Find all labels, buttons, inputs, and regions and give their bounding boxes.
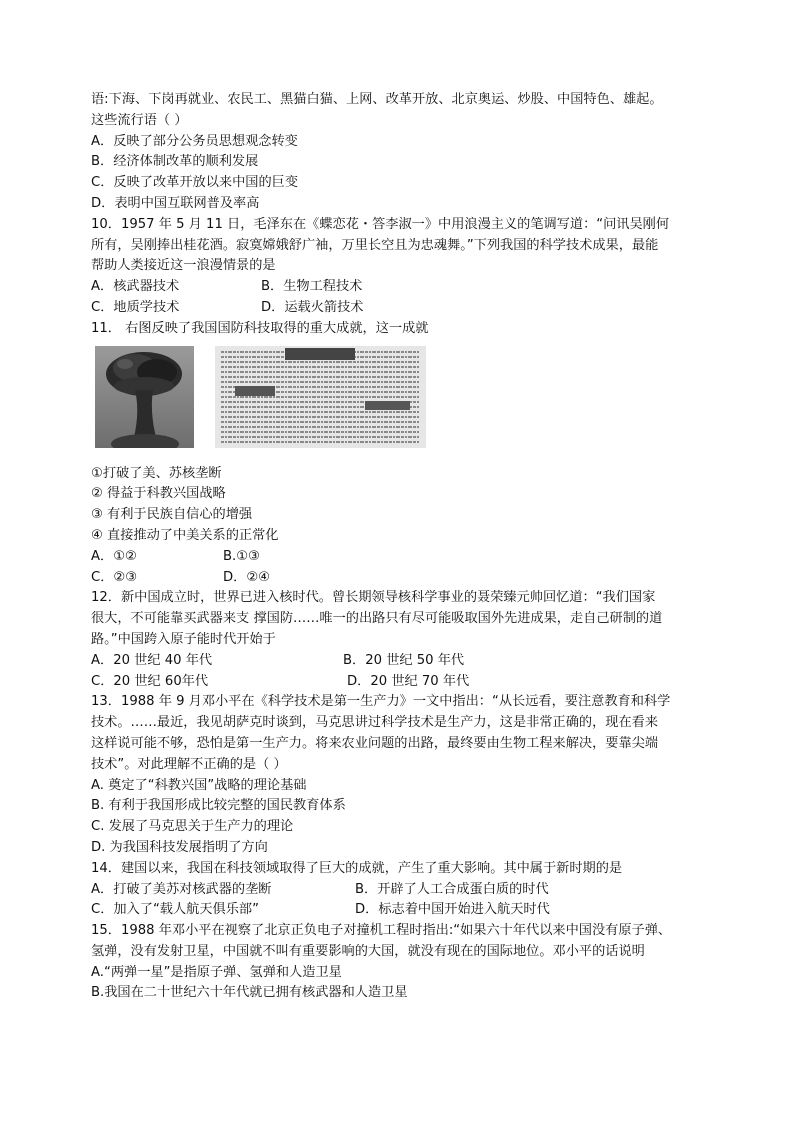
question-12-options-ab [91, 651, 711, 672]
option-b: B．开辟了人工合成蛋白质的时代 [355, 881, 549, 897]
question-stem: 这些流行语（ ） [91, 112, 188, 128]
exam-page [91, 90, 711, 1004]
option-d: D．表明中国互联网普及率高 [91, 195, 260, 211]
statement-3: ③ 有利于民族自信心的增强 [91, 507, 253, 523]
option-a: A．20 世纪 40 年代 [91, 652, 213, 668]
question-11-stem: 11． 右图反映了我国国防科技取得的重大成就，这一成就 [91, 320, 429, 336]
question-10-line2: 所有，吴刚捧出桂花酒。寂寞嫦娥舒广袖，万里长空且为忠魂舞。”下列我国的科学技术成果，最能 [91, 237, 659, 253]
option-c: C．20 世纪 60年代 [91, 673, 209, 689]
question-10-line1: 10．1957 年 5 月 11 日，毛泽东在《蝶恋花・答李淑一》中用浪漫主义的笔调写道：“问讯吴刚何 [91, 216, 670, 232]
question-10-options-cd [91, 298, 711, 319]
question-13-line2: 技术。……最近，我见胡萨克时谈到，马克思讲过科学技术是生产力，这是非常正确的，现在看来 [91, 715, 659, 731]
question-15-line1: 15．1988 年邓小平在视察了北京正负电子对撞机工程时指出:“如果六十年代以来中国没有原子弹、 [91, 923, 672, 939]
option-b: B.①③ [223, 548, 260, 564]
question-14-options-ab [91, 880, 711, 901]
question-10-line3: 帮助人类接近这一浪漫情景的是 [91, 258, 276, 274]
option-b: B.我国在二十世纪六十年代就已拥有核武器和人造卫星 [91, 985, 408, 1001]
statement-4: ④ 直接推动了中美关系的正常化 [91, 527, 279, 543]
option-c: C．②③ [91, 569, 138, 585]
question-12-line1: 12．新中国成立时，世界已进入核时代。曾长期领导核科学事业的聂荣臻元帅回忆道：“我们国家 [91, 590, 656, 606]
question-11-images [91, 346, 711, 458]
question-11-options-ab [91, 547, 711, 568]
option-b: B．20 世纪 50 年代 [343, 652, 465, 668]
statement-2: ② 得益于科教兴国战略 [91, 486, 226, 502]
question-15-line2: 氢弹，没有发射卫星，中国就不叫有重要影响的大国，就没有现在的国际地位。邓小平的话说明 [91, 943, 645, 959]
option-a: A．①② [91, 548, 137, 564]
option-a: A．反映了部分公务员思想观念转变 [91, 133, 298, 149]
option-d: D．20 世纪 70 年代 [347, 673, 470, 689]
question-12-line3: 路。”中国跨入原子能时代开始于 [91, 631, 276, 647]
question-11-options-cd [91, 568, 711, 589]
question-14-options-cd [91, 900, 711, 921]
question-12-line2: 很大，不可能靠买武器来支 撑国防……唯一的出路只有尽可能吸取国外先进成果，走自己研制的道 [91, 611, 663, 627]
statement-1: ①打破了美、苏核垄断 [91, 465, 222, 481]
option-a: A．打破了美苏对核武器的垄断 [91, 881, 272, 897]
question-10-options-ab [91, 277, 711, 298]
option-d: D．标志着中国开始进入航天时代 [355, 902, 550, 918]
option-c: C．反映了改革开放以来中国的巨变 [91, 175, 299, 191]
text-line: 语:下海、下岗再就业、农民工、黑猫白猫、上网、改革开放、北京奥运、炒股、中国特色、雄起。 [91, 92, 663, 107]
question-14-stem: 14．建国以来，我国在科技领域取得了巨大的成就，产生了重大影响。其中属于新时期的是 [91, 860, 623, 876]
option-b: B．生物工程技术 [261, 279, 363, 295]
option-b: B．经济体制改革的顺利发展 [91, 154, 259, 170]
question-13-line1: 13．1988 年 9 月邓小平在《科学技术是第一生产力》一文中指出：“从长远看，要注意教育和科学 [91, 694, 671, 710]
option-a: A.“两弹一星”是指原子弹、氢弹和人造卫星 [91, 964, 342, 980]
option-a: A．核武器技术 [91, 279, 180, 295]
option-c: C．加入了“载人航天俱乐部” [91, 902, 259, 918]
option-d: D. 为我国科技发展指明了方向 [91, 839, 268, 855]
mushroom-cloud-photo [95, 346, 194, 448]
question-12-options-cd [91, 672, 711, 693]
option-d: D．运载火箭技术 [261, 299, 364, 315]
option-d: D．②④ [223, 569, 270, 585]
newspaper-photo [215, 346, 426, 448]
option-c: C．地质学技术 [91, 299, 180, 315]
question-13-line4: 技术”。对此理解不正确的是（ ） [91, 756, 287, 772]
option-b: B. 有利于我国形成比较完整的国民教育体系 [91, 798, 346, 814]
option-a: A. 奠定了“科教兴国”战略的理论基础 [91, 777, 307, 793]
question-13-line3: 这样说可能不够，恐怕是第一生产力。将来农业问题的出路，最终要由生物工程来解决，要靠尖端 [91, 735, 659, 751]
option-c: C. 发展了马克思关于生产力的理论 [91, 819, 294, 835]
